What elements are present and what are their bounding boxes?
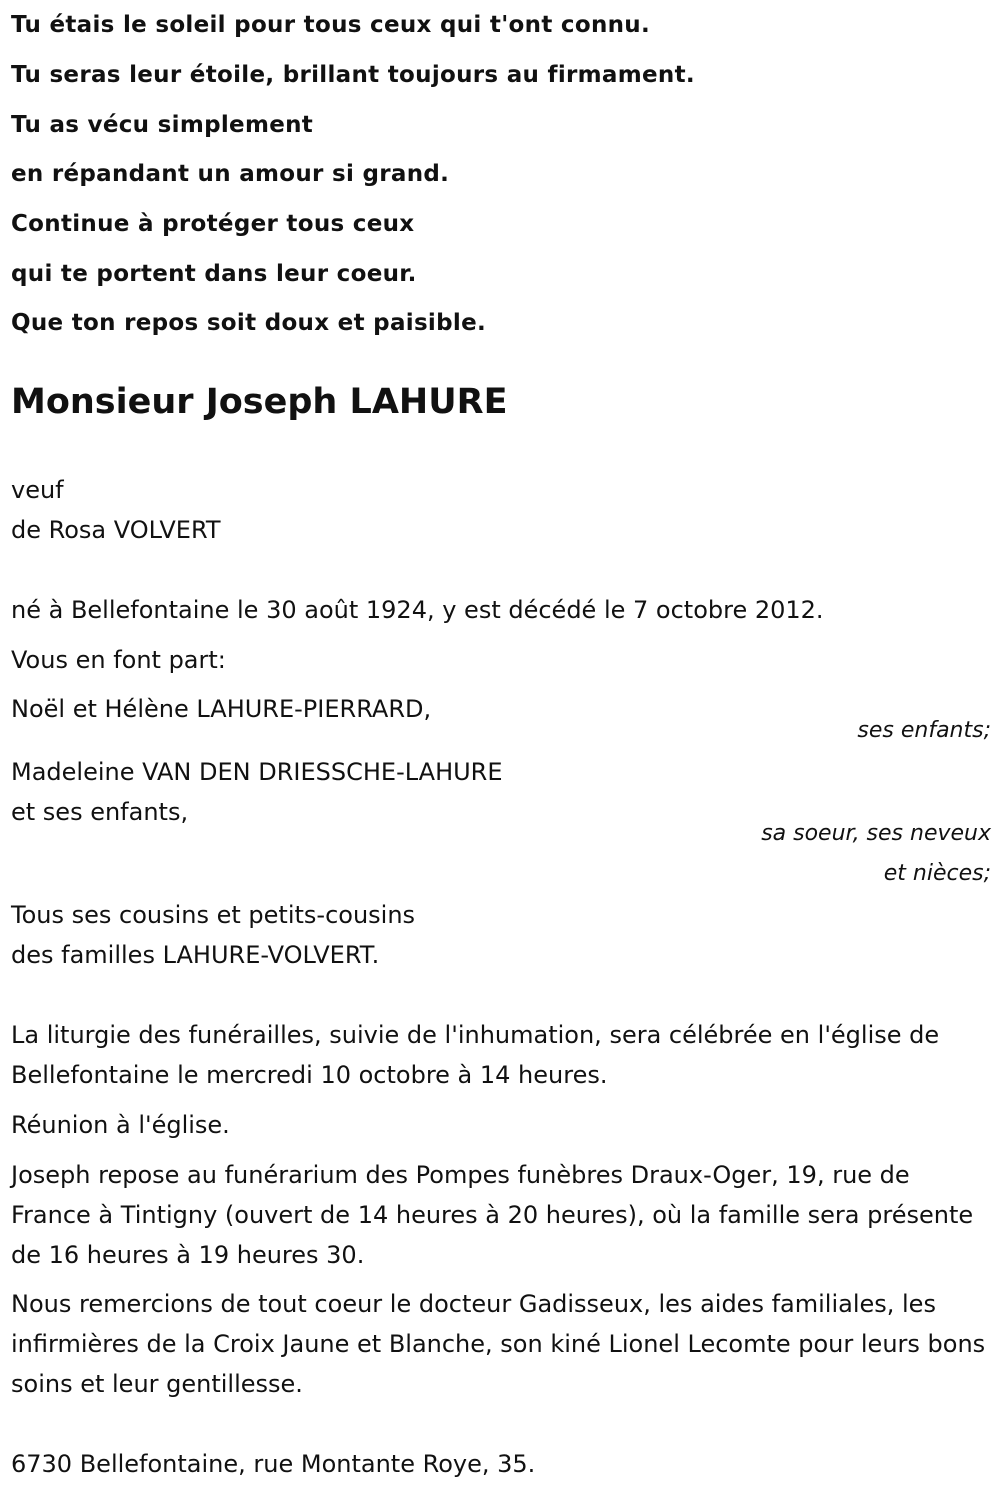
poem-line-3: Tu as vécu simplement — [11, 112, 314, 138]
birth-death-line: né à Bellefontaine le 30 août 1924, y est décédé le 7 octobre 2012. — [11, 596, 824, 624]
family-sister: Madeleine VAN DEN DRIESSCHE-LAHURE — [11, 758, 503, 786]
relation-children: ses enfants; — [857, 718, 991, 743]
family-cousins-line-2: des familles LAHURE-VOLVERT. — [11, 941, 380, 969]
family-cousins-line-1: Tous ses cousins et petits-cousins — [11, 901, 416, 929]
poem-line-2: Tu seras leur étoile, brillant toujours au firmament. — [11, 62, 695, 88]
visitation-paragraph: Joseph repose au funérarium des Pompes funèbres Draux-Oger, 19, rue de France à Tintigny (ouvert de 14 heures à 20 heures), où la famille sera présente de 16 heures à 19 heures 30. — [11, 1161, 974, 1269]
poem-line-1: Tu étais le soleil pour tous ceux qui t'ont connu. — [11, 12, 651, 38]
family-address: 6730 Bellefontaine, rue Montante Roye, 35. — [11, 1450, 536, 1478]
deceased-name: Monsieur Joseph LAHURE — [11, 382, 508, 422]
poem-line-6: qui te portent dans leur coeur. — [11, 261, 417, 287]
poem-line-4: en répandant un amour si grand. — [11, 161, 450, 187]
family-sister-children: et ses enfants, — [11, 798, 189, 826]
announcement-intro: Vous en font part: — [11, 646, 226, 674]
thanks-paragraph: Nous remercions de tout coeur le docteur Gadisseux, les aides familiales, les infirmières de la Croix Jaune et Blanche, son kiné Lionel Lecomte pour leurs bons soins et leur gentillesse. — [11, 1290, 986, 1398]
relation-sister-line-1: sa soeur, ses neveux — [761, 821, 991, 846]
liturgy-paragraph: La liturgie des funérailles, suivie de l'inhumation, sera célébrée en l'église de Bellefontaine le mercredi 10 octobre à 14 heures. — [11, 1021, 940, 1089]
meeting-line: Réunion à l'église. — [11, 1111, 230, 1139]
relation-sister-line-2: et nièces; — [883, 861, 991, 886]
spouse-name: de Rosa VOLVERT — [11, 516, 221, 544]
poem-line-5: Continue à protéger tous ceux — [11, 211, 415, 237]
poem-line-7: Que ton repos soit doux et paisible. — [11, 310, 486, 336]
family-children: Noël et Hélène LAHURE-PIERRARD, — [11, 695, 432, 723]
widower-status: veuf — [11, 476, 64, 504]
